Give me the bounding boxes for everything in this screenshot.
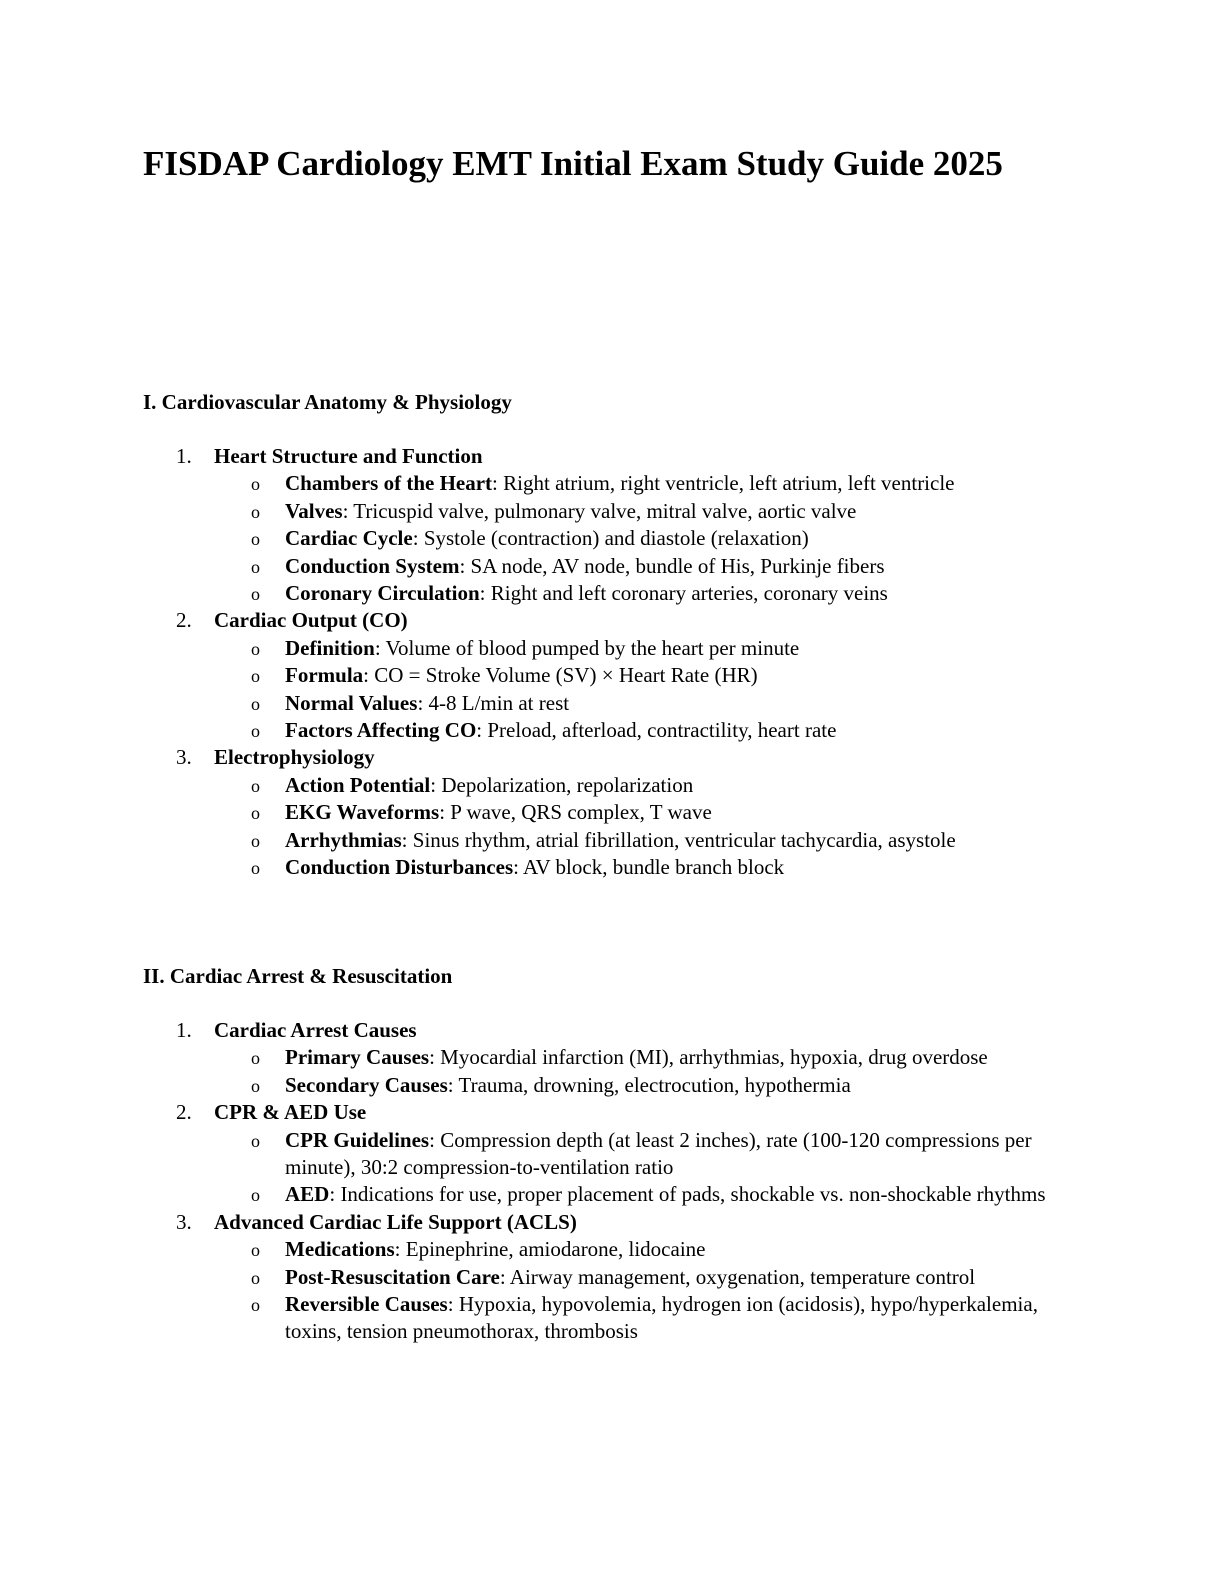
bullet-marker: o	[251, 638, 260, 659]
bullet-text: AV block, bundle branch block	[518, 855, 785, 880]
topic-heading	[0, 1209, 1224, 1236]
bullet-item	[0, 827, 1085, 854]
topic-title: Heart Structure and Function	[214, 444, 483, 468]
bullet-item	[0, 772, 1085, 799]
bullet-marker: o	[251, 721, 260, 742]
bullet-label: Secondary Causes	[285, 1072, 448, 1097]
bullet-item	[0, 1127, 1085, 1182]
bullet-separator: :	[412, 526, 419, 551]
bullet-label: Coronary Circulation	[285, 581, 480, 606]
bullet-marker: o	[251, 693, 260, 714]
bullet-label: CPR Guidelines	[285, 1127, 430, 1152]
bullet-text: Epinephrine, amiodarone, lidocaine	[400, 1237, 706, 1262]
topic-number: 3.	[176, 1209, 192, 1234]
outline-topic	[0, 443, 1224, 607]
section-body	[0, 1017, 1224, 1346]
bullet-text: SA node, AV node, bundle of His, Purkinje fibers	[465, 553, 885, 578]
bullet-item	[0, 1291, 1085, 1346]
bullet-marker: o	[251, 1130, 260, 1151]
bullet-label: Formula	[285, 663, 364, 688]
section-heading: II. Cardiac Arrest & Resuscitation	[143, 964, 453, 988]
bullet-separator: :	[329, 1182, 336, 1207]
bullet-label: Cardiac Cycle	[285, 526, 413, 551]
bullet-separator: :	[513, 855, 519, 880]
bullet-separator: :	[394, 1237, 401, 1262]
bullet-label: Reversible Causes	[285, 1292, 448, 1317]
topic-title: Advanced Cardiac Life Support (ACLS)	[214, 1209, 577, 1234]
bullet-text: Indications for use, proper placement of pads, shockable vs. non-shockable rhythms	[335, 1182, 1046, 1207]
bullet-marker: o	[251, 1185, 260, 1206]
bullet-text: Tricuspid valve, pulmonary valve, mitral valve, aortic valve	[348, 498, 857, 523]
topic-heading	[0, 443, 1224, 470]
bullet-separator: :	[439, 800, 446, 825]
bullet-item	[0, 690, 1085, 717]
bullet-label: Definition	[285, 635, 375, 660]
topic-title: Cardiac Arrest Causes	[214, 1018, 417, 1042]
bullet-item	[0, 498, 1085, 525]
bullet-marker: o	[251, 666, 260, 687]
bullet-item	[0, 525, 1085, 552]
bullet-label: Medications	[285, 1237, 395, 1262]
topic-number: 2.	[176, 608, 192, 633]
outline-topic	[0, 744, 1224, 881]
bullet-separator: :	[417, 690, 424, 715]
bullet-label: Arrhythmias	[285, 827, 402, 852]
bullet-text: P wave, QRS complex, T wave	[445, 800, 712, 825]
bullet-separator: :	[429, 1045, 435, 1070]
bullet-text: Hypoxia, hypovolemia, hydrogen ion (acidosis), hypo/hyperkalemia, toxins, tension pneumothorax, thrombosis	[285, 1292, 1038, 1344]
outline-topic	[0, 1099, 1224, 1209]
bullet-label: AED	[285, 1182, 330, 1207]
bullet-marker: o	[251, 1048, 260, 1069]
topic-number: 2.	[176, 1100, 192, 1125]
outline-topic	[0, 607, 1224, 744]
bullet-marker: o	[251, 803, 260, 824]
section-heading: I. Cardiovascular Anatomy & Physiology	[143, 390, 512, 414]
bullet-text: Right and left coronary arteries, coronary veins	[485, 581, 888, 606]
bullet-text: Myocardial infarction (MI), arrhythmias, hypoxia, drug overdose	[434, 1045, 988, 1070]
bullet-text: Preload, afterload, contractility, heart rate	[482, 718, 837, 743]
bullet-separator: :	[429, 1127, 435, 1152]
topic-heading	[0, 1099, 1224, 1126]
bullet-item	[0, 1044, 1085, 1071]
bullet-text: Volume of blood pumped by the heart per minute	[380, 635, 800, 660]
bullet-marker: o	[251, 474, 260, 495]
bullet-text: Airway management, oxygenation, temperature control	[505, 1264, 976, 1289]
bullet-item	[0, 580, 1085, 607]
bullet-separator: :	[459, 553, 466, 578]
topic-title: Electrophysiology	[214, 745, 375, 770]
bullet-marker: o	[251, 584, 260, 605]
bullet-text: 4-8 L/min at rest	[423, 690, 570, 715]
bullet-item	[0, 1236, 1085, 1263]
document-title: FISDAP Cardiology EMT Initial Exam Study Guide 2025	[143, 144, 1003, 183]
bullet-separator: :	[447, 1292, 454, 1317]
bullet-marker: o	[251, 1295, 260, 1316]
bullet-text: CO = Stroke Volume (SV) × Heart Rate (HR)	[369, 663, 758, 688]
bullet-separator: :	[492, 471, 498, 496]
bullet-label: EKG Waveforms	[285, 800, 440, 825]
bullet-item	[0, 1072, 1085, 1099]
bullet-item	[0, 854, 1085, 881]
bullet-label: Chambers of the Heart	[285, 471, 493, 496]
bullet-separator: :	[374, 635, 381, 660]
bullet-marker: o	[251, 1240, 260, 1261]
topic-number: 3.	[176, 745, 192, 770]
bullet-label: Conduction Disturbances	[285, 855, 514, 880]
bullet-label: Post-Resuscitation Care	[285, 1264, 500, 1289]
bullet-label: Action Potential	[285, 772, 431, 797]
bullet-marker: o	[251, 830, 260, 851]
section-body	[0, 443, 1224, 881]
bullet-item	[0, 717, 1085, 744]
bullet-item	[0, 635, 1085, 662]
topic-number: 1.	[176, 1018, 192, 1042]
bullet-marker: o	[251, 529, 260, 550]
bullet-separator: :	[476, 718, 483, 743]
bullet-label: Primary Causes	[285, 1045, 430, 1070]
bullet-label: Factors Affecting CO	[285, 718, 477, 743]
outline-topic	[0, 1017, 1224, 1099]
bullet-item	[0, 799, 1085, 826]
bullet-text: Right atrium, right ventricle, left atrium, left ventricle	[497, 471, 955, 496]
bullet-separator: :	[447, 1072, 454, 1097]
bullet-item	[0, 1181, 1085, 1208]
bullet-label: Valves	[285, 498, 343, 523]
bullet-item	[0, 1264, 1085, 1291]
bullet-separator: :	[430, 772, 437, 797]
topic-heading	[0, 607, 1224, 634]
bullet-item	[0, 470, 1085, 497]
bullet-label: Conduction System	[285, 553, 460, 578]
topic-title: Cardiac Output (CO)	[214, 608, 408, 633]
bullet-text: Compression depth (at least 2 inches), rate (100-120 compressions per minute), 30:2 compression-to-ventilation ratio	[285, 1127, 1032, 1179]
bullet-separator: :	[342, 498, 349, 523]
outline-topic	[0, 1209, 1224, 1346]
bullet-marker: o	[251, 858, 260, 879]
bullet-separator: :	[499, 1264, 506, 1289]
topic-heading	[0, 744, 1224, 771]
bullet-marker: o	[251, 775, 260, 796]
bullet-marker: o	[251, 1075, 260, 1096]
bullet-text: Depolarization, repolarization	[436, 772, 694, 797]
bullet-separator: :	[479, 581, 486, 606]
topic-number: 1.	[176, 444, 192, 468]
bullet-item	[0, 553, 1085, 580]
bullet-text: Trauma, drowning, electrocution, hypothermia	[453, 1072, 851, 1097]
bullet-marker: o	[251, 501, 260, 522]
bullet-separator: :	[363, 663, 369, 688]
bullet-separator: :	[401, 827, 408, 852]
topic-title: CPR & AED Use	[214, 1100, 367, 1125]
topic-heading	[0, 1017, 1224, 1044]
bullet-marker: o	[251, 556, 260, 577]
bullet-text: Systole (contraction) and diastole (relaxation)	[418, 526, 809, 551]
bullet-label: Normal Values	[285, 690, 418, 715]
bullet-text: Sinus rhythm, atrial fibrillation, ventricular tachycardia, asystole	[407, 827, 956, 852]
bullet-item	[0, 662, 1085, 689]
bullet-marker: o	[251, 1267, 260, 1288]
